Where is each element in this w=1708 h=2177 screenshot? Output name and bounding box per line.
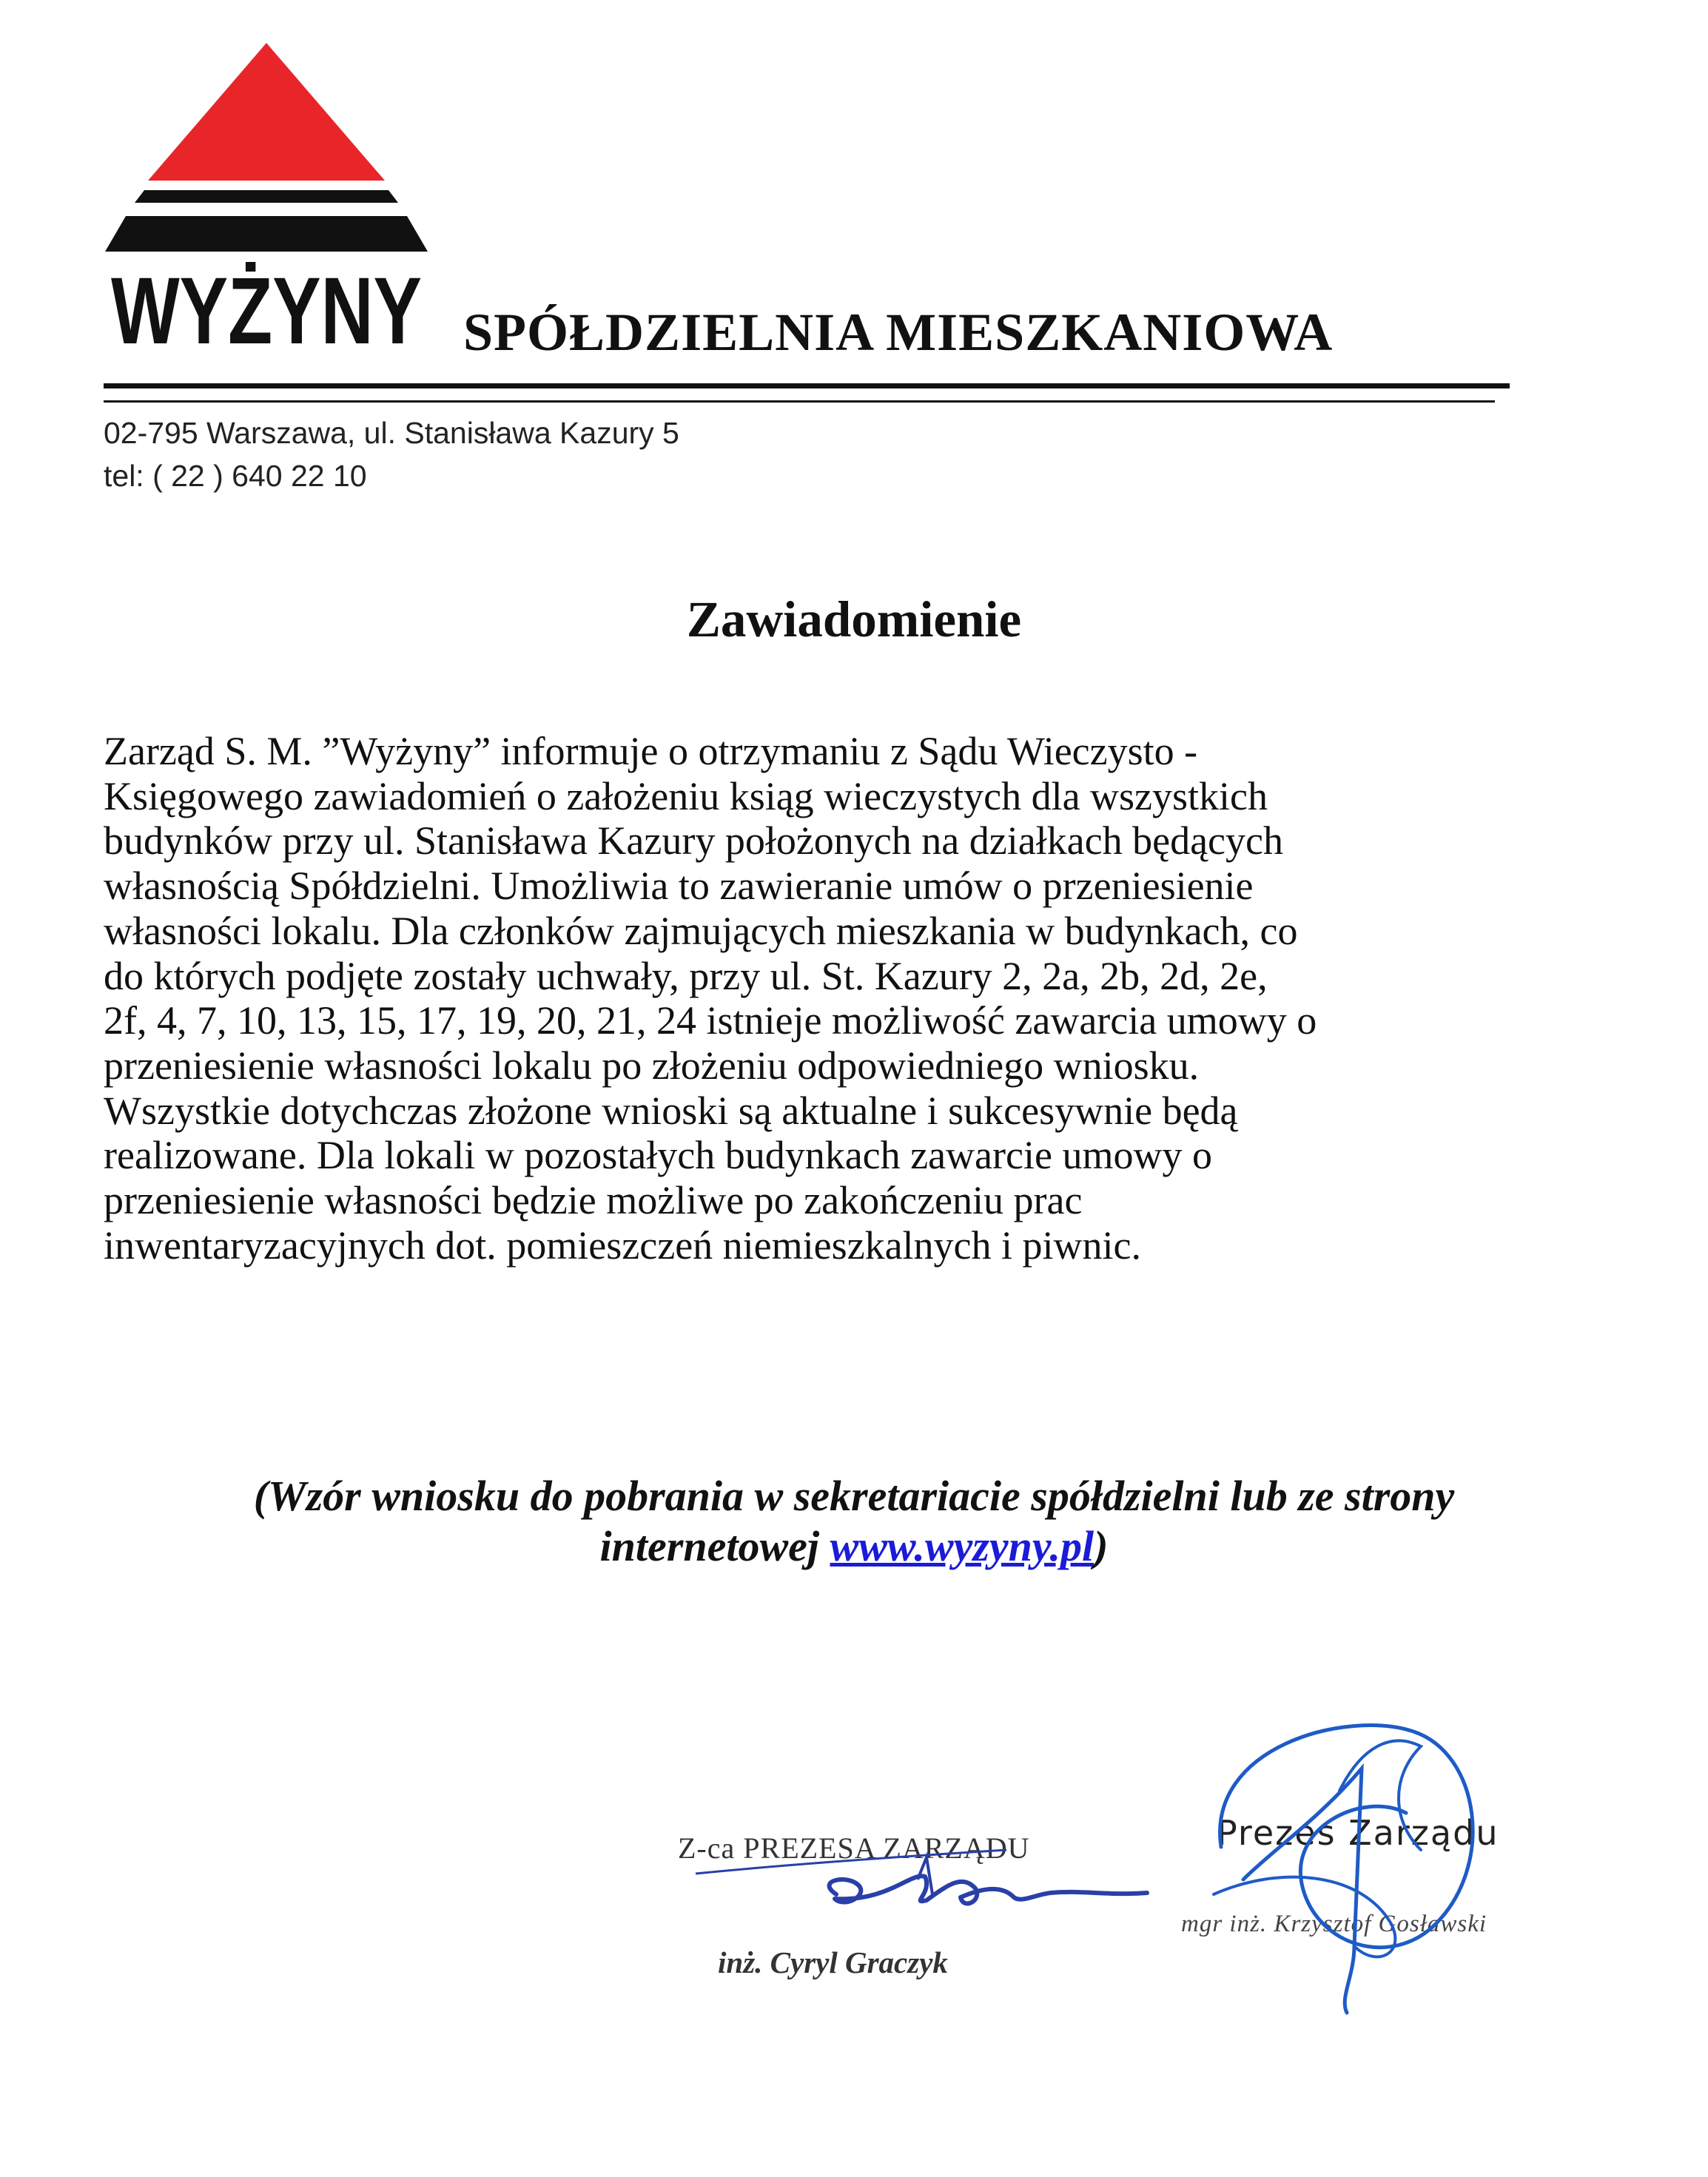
body-line: inwentaryzacyjnych dot. pomieszczeń niemieszkalnych i piwnic. [104,1222,1141,1268]
body-line: Księgowego zawiadomień o założeniu ksiąg wieczystych dla wszystkich [104,773,1268,818]
vice-president-title: Z-ca PREZESA ZARZĄDU [678,1831,1030,1865]
body-line: budynków przy ul. Stanisława Kazury położonych na działkach będących [104,818,1283,864]
address-line: 02-795 Warszawa, ul. Stanisława Kazury 5 [104,416,679,450]
note-line-1: (Wzór wniosku do pobrania w sekretariacie spółdzielni lub ze strony [253,1472,1455,1520]
note-suffix: ) [1094,1522,1109,1570]
body-line: realizowane. Dla lokali w pozostałych budynkach zawarcie umowy o [104,1133,1212,1178]
document-body [104,729,1658,1268]
body-line: przeniesienie własności lokalu po złożeniu odpowiedniego wniosku. [104,1043,1200,1088]
body-line: do których podjęte zostały uchwały, przy ul. St. Kazury 2, 2a, 2b, 2d, 2e, [104,953,1268,998]
note-line-2 [0,1521,1708,1572]
website-link[interactable]: www.wyzyny.pl [830,1522,1095,1570]
vice-president-signature [666,1806,1184,2028]
body-line: Wszystkie dotychczas złożone wnioski są aktualne i sukcesywnie będą [104,1088,1238,1133]
vice-president-name: inż. Cyryl Graczyk [718,1945,948,1979]
document-heading: Zawiadomienie [686,591,1022,647]
download-note [0,1471,1708,1572]
logo-wordmark: WYŻYNY [111,258,422,364]
body-line: Zarząd S. M. ”Wyżyny” informuje o otrzymaniu z Sądu Wieczysto - [104,729,1198,773]
body-line: 2f, 4, 7, 10, 13, 15, 17, 19, 20, 21, 24 istnieje możliwość zawarcia umowy o [104,998,1317,1043]
president-signature-block [1169,1702,1584,2028]
body-line: własnością Spółdzielni. Umożliwia to zawieranie umów o przeniesienie [104,864,1254,909]
note-prefix: internetowej [599,1522,830,1570]
logo-graphic [104,38,429,364]
wyzyny-logo [104,38,429,364]
president-signature [1169,1702,1584,2028]
phone-line: tel: ( 22 ) 640 22 10 [104,459,367,493]
president-title: Prezes Zarządu [1217,1813,1499,1853]
vice-president-signature-block [666,1806,1184,2028]
body-line: przeniesienie własności będzie możliwe po zakończeniu prac [104,1178,1083,1223]
body-line: własności lokalu. Dla członków zajmujących mieszkania w budynkach, co [104,908,1298,953]
header-divider-thin [104,400,1495,403]
header-divider-thick [104,383,1510,388]
organization-name: SPÓŁDZIELNIA MIESZKANIOWA [463,303,1334,362]
contact-block [104,411,679,497]
president-name: mgr inż. Krzysztof Gosławski [1181,1911,1487,1937]
